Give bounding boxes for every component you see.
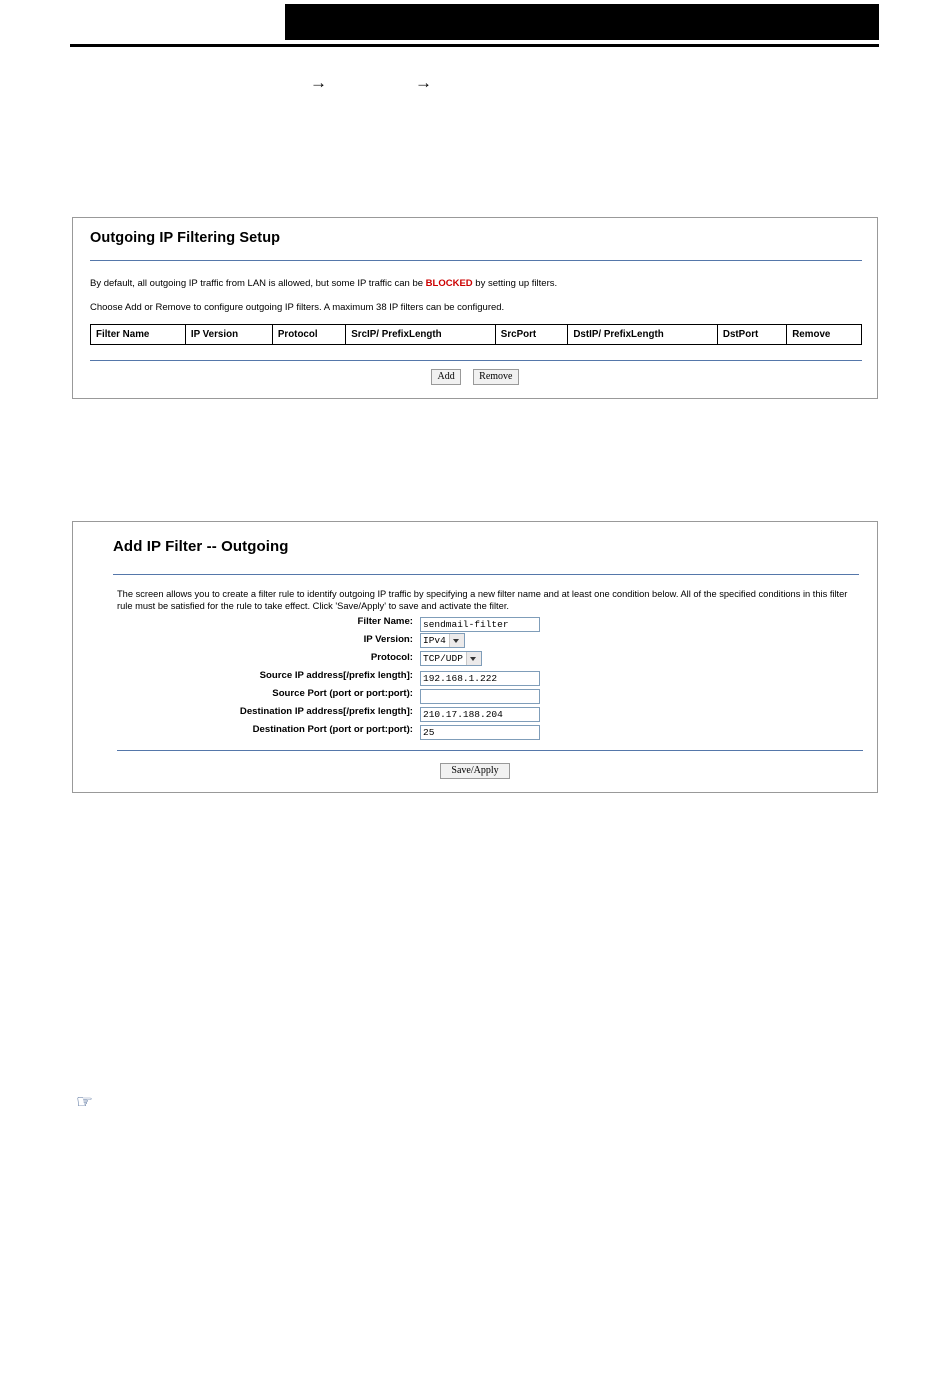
label-filter-name: Filter Name:: [357, 616, 413, 627]
chevron-down-icon[interactable]: [449, 634, 464, 647]
protocol-select[interactable]: [420, 651, 482, 666]
table-header-row: [91, 325, 862, 345]
save-apply-button[interactable]: Save/Apply: [440, 763, 509, 779]
form-row-filter-name: [117, 614, 863, 630]
header-black-band: [285, 4, 879, 40]
label-source-ip: Source IP address[/prefix length]:: [259, 670, 413, 681]
column-header-ip-version: IP Version: [185, 325, 272, 345]
header-divider-rule: [70, 44, 879, 47]
description-line-1: [90, 278, 557, 289]
form-row-ip-version: [117, 632, 863, 648]
add-filter-description: The screen allows you to create a filter rule to identify outgoing IP traffic by specifying a new filter name and at least one condition below. All of the specified conditions in this filter rule must be satisfied for the rule to take effect. Click 'Save/Apply' to save and activate the filter.: [117, 589, 848, 611]
description-line-2: Choose Add or Remove to configure outgoing IP filters. A maximum 38 IP filters can be configured.: [90, 302, 505, 313]
pointing-hand-icon: ☞: [76, 1092, 94, 1113]
arrow-right-icon: →: [415, 73, 432, 92]
field-ip-version: [420, 632, 465, 650]
label-ip-version: IP Version:: [363, 634, 413, 645]
source-ip-input[interactable]: [420, 671, 540, 686]
ip-version-select[interactable]: [420, 633, 465, 648]
column-header-dst-port: DstPort: [717, 325, 786, 345]
add-ip-filter-panel: [72, 521, 878, 793]
description-text-post: by setting up filters.: [472, 278, 558, 289]
label-destination-ip: Destination IP address[/prefix length]:: [239, 706, 413, 717]
column-header-remove: Remove: [787, 325, 862, 345]
description-text-pre: By default, all outgoing IP traffic from LAN is allowed, but some IP traffic can be: [90, 278, 426, 289]
field-filter-name: [420, 614, 540, 632]
filter-name-input[interactable]: [420, 617, 540, 632]
arrow-right-icon: →: [310, 73, 327, 92]
title-underline: [113, 574, 859, 575]
field-destination-port: [420, 722, 540, 740]
form-row-destination-port: [117, 722, 863, 738]
outgoing-ip-filtering-panel: [72, 217, 878, 399]
destination-ip-input[interactable]: [420, 707, 540, 722]
label-destination-port: Destination Port (port or port:port):: [252, 724, 413, 735]
destination-port-input[interactable]: [420, 725, 540, 740]
add-filter-form: [117, 614, 863, 740]
column-header-src-port: SrcPort: [495, 325, 568, 345]
source-port-input[interactable]: [420, 689, 540, 704]
form-row-destination-ip: [117, 704, 863, 720]
column-header-src-ip: SrcIP/ PrefixLength: [346, 325, 496, 345]
field-source-port: [420, 686, 540, 704]
label-source-port: Source Port (port or port:port):: [272, 688, 413, 699]
remove-button[interactable]: Remove: [473, 369, 518, 385]
breadcrumb: [70, 70, 879, 94]
ip-version-selected-value: IPv4: [423, 635, 446, 647]
form-row-source-port: [117, 686, 863, 702]
ip-filter-table: [90, 324, 862, 345]
protocol-selected-value: TCP/UDP: [423, 653, 463, 665]
outgoing-panel-button-row: [73, 368, 877, 386]
chevron-down-icon[interactable]: [466, 652, 481, 665]
panel-title: Outgoing IP Filtering Setup: [90, 230, 281, 246]
add-filter-button-row: [73, 762, 877, 780]
panel-bottom-divider: [117, 750, 863, 751]
panel-title: Add IP Filter -- Outgoing: [113, 538, 289, 555]
form-row-protocol: [117, 650, 863, 666]
field-protocol: [420, 650, 482, 668]
column-header-dst-ip: DstIP/ PrefixLength: [568, 325, 718, 345]
title-underline: [90, 260, 862, 261]
panel-bottom-divider: [90, 360, 862, 361]
blocked-keyword: BLOCKED: [425, 278, 473, 289]
column-header-protocol: Protocol: [272, 325, 345, 345]
label-protocol: Protocol:: [370, 652, 413, 663]
field-destination-ip: [420, 704, 540, 722]
field-source-ip: [420, 668, 540, 686]
add-button[interactable]: Add: [431, 369, 460, 385]
column-header-filter-name: Filter Name: [91, 325, 186, 345]
form-row-source-ip: [117, 668, 863, 684]
